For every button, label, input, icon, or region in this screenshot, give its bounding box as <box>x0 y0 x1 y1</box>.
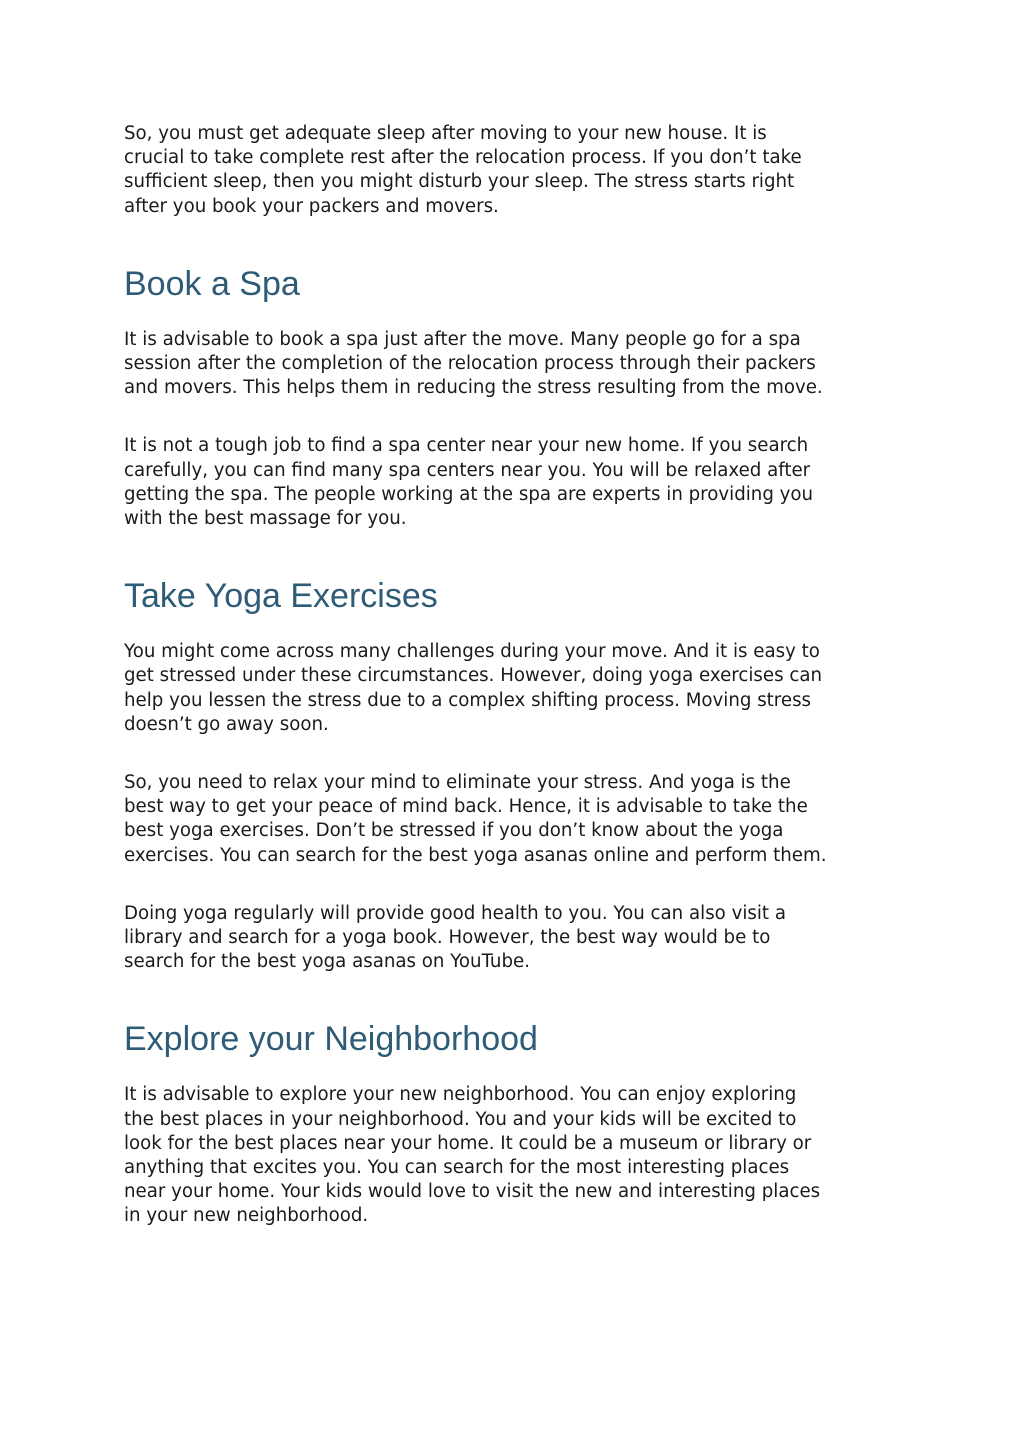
yoga-paragraph-1: You might come across many challenges during your move. And it is easy to get stressed under these circumstances. However, doing yoga exercises can help you lessen the stress due to a complex shifting process. Moving stress doesn’t go away soon. <box>124 641 822 735</box>
spa-paragraph-2: It is not a tough job to find a spa center near your new home. If you search carefully, you can find many spa centers near you. You will be relaxed after getting the spa. The people working at the spa are experts in providing you with the best massage for you. <box>124 435 814 530</box>
yoga-paragraph-2: So, you need to relax your mind to eliminate your stress. And yoga is the best way to get your peace of mind back. Hence, it is advisable to take the best yoga exercises. Don’t be stressed if you don’t know about the yoga exercises. You can search for the best yoga asanas online and perform them. <box>124 772 827 866</box>
heading-explore-neighborhood: Explore your Neighborhood <box>124 1020 538 1059</box>
intro-paragraph: So, you must get adequate sleep after moving to your new house. It is crucial to take complete rest after the relocation process. If you don’t take sufficient sleep, then you might disturb your sleep. The stress starts right after you book your packers and movers. <box>124 123 802 217</box>
neighborhood-paragraph-1: It is advisable to explore your new neighborhood. You can enjoy exploring the best places in your neighborhood. You and your kids will be excited to look for the best places near your home. It could be a museum or library or anything that excites you. You can search for the most interesting places near your home. Your kids would love to visit the new and interesting places in your new neighborhood. <box>124 1084 821 1227</box>
spa-paragraph-1: It is advisable to book a spa just after the move. Many people go for a spa session after the completion of the relocation process through their packers and movers. This helps them in reducing the stress resulting from the move. <box>124 328 823 399</box>
heading-take-yoga-exercises: Take Yoga Exercises <box>124 577 438 616</box>
document-page <box>124 122 914 1229</box>
heading-book-a-spa: Book a Spa <box>124 264 300 303</box>
yoga-paragraph-3: Doing yoga regularly will provide good health to you. You can also visit a library and search for a yoga book. However, the best way would be to search for the best yoga asanas on YouTube. <box>124 902 786 973</box>
